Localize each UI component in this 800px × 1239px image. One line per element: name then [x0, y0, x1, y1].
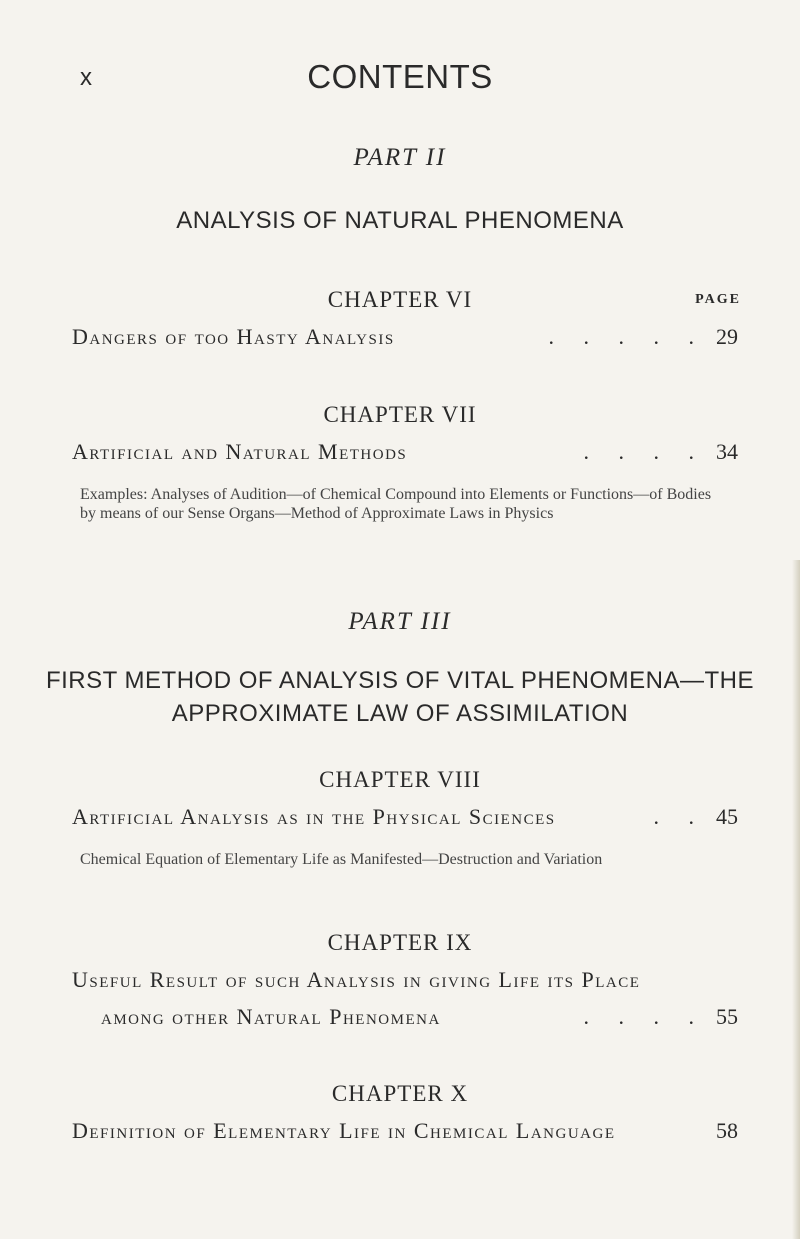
toc-entry-title: Dangers of too Hasty Analysis [72, 324, 395, 349]
toc-entry [72, 804, 738, 830]
toc-entry-title: Artificial and Natural Methods [72, 439, 408, 464]
page-title: CONTENTS [307, 58, 493, 95]
part-title-line: FIRST METHOD OF ANALYSIS OF VITAL PHENOMENA—THE [45, 667, 755, 694]
chapter-heading: CHAPTER VII [323, 402, 477, 427]
page-edge-shadow [792, 560, 800, 1239]
chapter-heading: CHAPTER VI [327, 287, 473, 312]
toc-leader-dots: . . . . . [548, 324, 706, 349]
toc-entry [72, 967, 738, 993]
page-number: x [80, 64, 93, 91]
toc-entry [72, 1118, 738, 1144]
toc-entry [72, 439, 738, 465]
toc-leader-dots: . . [653, 804, 706, 829]
chapter-heading: CHAPTER IX [327, 930, 473, 955]
toc-entry-title: Artificial Analysis as in the Physical Sciences [72, 804, 556, 829]
chapter-description: Examples: Analyses of Audition—of Chemical Compound into Elements or Functions—of Bodies by means of our Sense Organs—Method of Approximate Laws in Physics [80, 486, 712, 522]
toc-entry [72, 324, 738, 350]
toc-entry-page: 55 [716, 1004, 738, 1029]
toc-entry-title: among other Natural Phenomena [101, 1004, 441, 1029]
toc-leader-dots [615, 1118, 712, 1144]
toc-entry-page: 29 [716, 324, 738, 349]
chapter-description: Chemical Equation of Elementary Life as Manifested—Destruction and Variation [80, 851, 603, 868]
toc-leader-dots: . . . . [583, 1004, 706, 1029]
toc-entry-title: Useful Result of such Analysis in giving Life its Place [72, 967, 641, 992]
part-title [40, 664, 760, 730]
toc-entry-page: 58 [716, 1118, 738, 1143]
page-column-label: PAGE [695, 292, 741, 307]
toc-entry-page: 45 [716, 804, 738, 829]
toc-entry-title: Definition of Elementary Life in Chemical Language [72, 1118, 616, 1143]
toc-entry-continued [101, 1004, 738, 1030]
toc-entry-page: 34 [716, 439, 738, 464]
chapter-heading: CHAPTER VIII [319, 767, 481, 792]
part-label: PART II [353, 144, 447, 171]
toc-leader-dots: . . . . [583, 439, 706, 464]
part-label: PART III [348, 608, 452, 635]
chapter-heading: CHAPTER X [331, 1081, 469, 1106]
part-title: ANALYSIS OF NATURAL PHENOMENA [176, 207, 624, 234]
part-title-line: APPROXIMATE LAW OF ASSIMILATION [171, 700, 629, 727]
